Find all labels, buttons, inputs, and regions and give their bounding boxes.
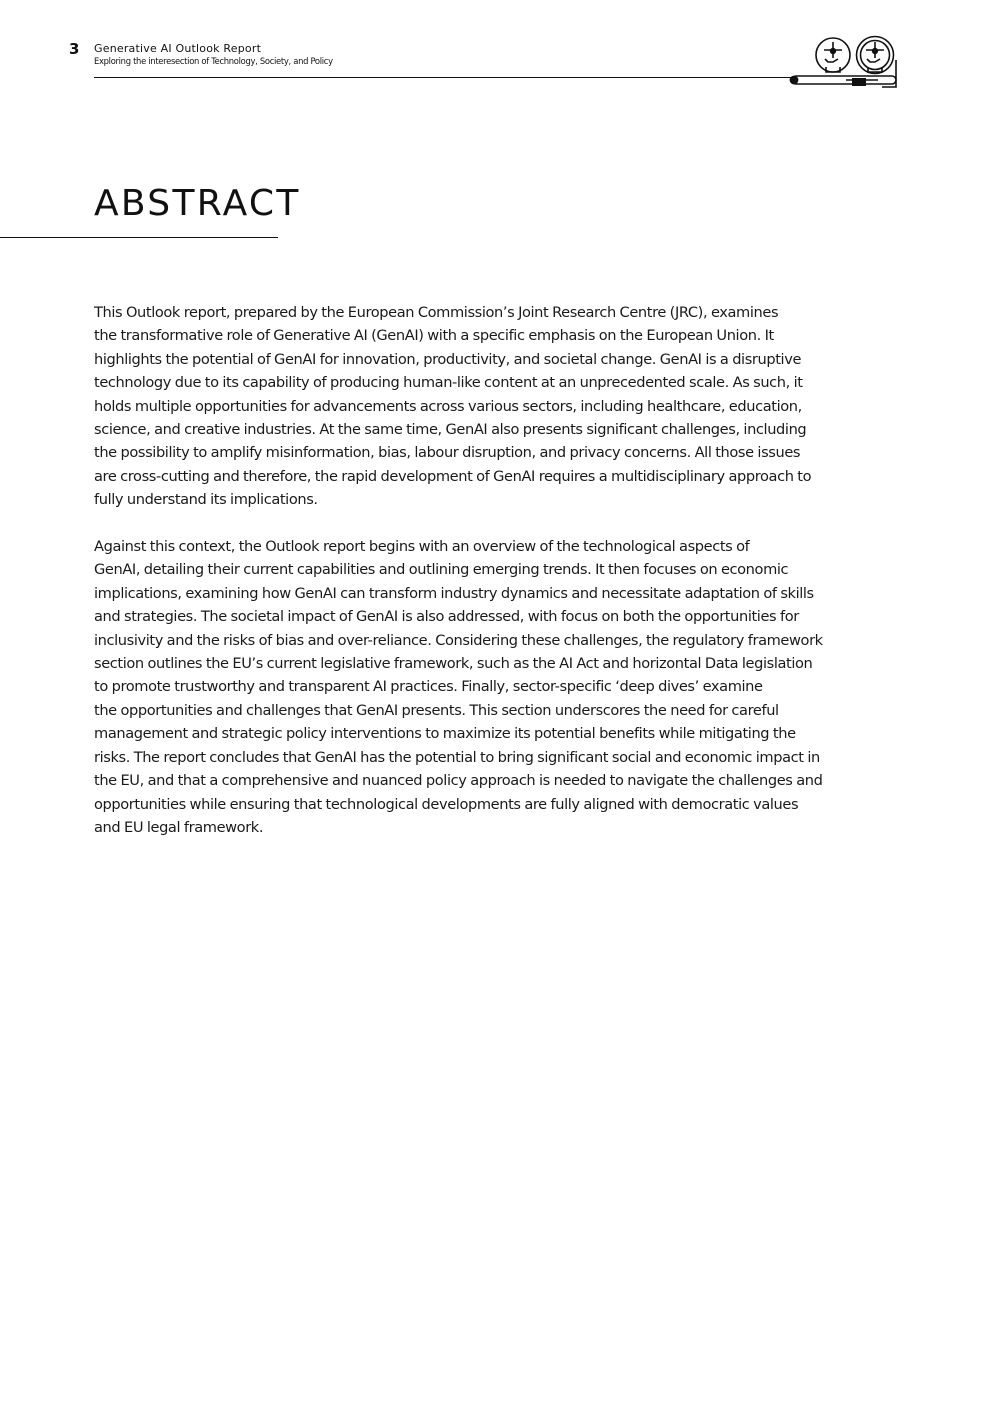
paragraph-line: GenAI, detailing their current capabilities and outlining emerging trends. It then focuses on economic: [94, 561, 789, 579]
paragraph-line: Against this context, the Outlook report begins with an overview of the technological aspects of: [94, 538, 750, 556]
paragraph-line: the transformative role of Generative AI (GenAI) with a specific emphasis on the European Union. It: [94, 327, 774, 345]
abstract-paragraph-2: [94, 535, 904, 839]
paragraph-line: section outlines the EU’s current legislative framework, such as the AI Act and horizontal Data legislation: [94, 655, 813, 673]
paragraph-line: to promote trustworthy and transparent AI practices. Finally, sector-specific ‘deep dives’ examine: [94, 678, 763, 696]
paragraph-line: implications, examining how GenAI can transform industry dynamics and necessitate adaptation of skills: [94, 584, 814, 602]
paragraph-line: inclusivity and the risks of bias and over-reliance. Considering these challenges, the regulatory framework: [94, 631, 823, 649]
paragraph-line: fully understand its implications.: [94, 491, 318, 509]
paragraph-line: technology due to its capability of producing human-like content at an unprecedented scale. As such, it: [94, 374, 803, 392]
section-title: ABSTRACT: [94, 183, 301, 224]
paragraph-line: science, and creative industries. At the same time, GenAI also presents significant challenges, including: [94, 421, 807, 439]
paragraph-line: the possibility to amplify misinformation, bias, labour disruption, and privacy concerns. All those issues: [94, 444, 801, 462]
paragraph-line: management and strategic policy interventions to maximize its potential benefits while mitigating the: [94, 725, 796, 743]
report-subtitle: Exploring the interesection of Technology, Society, and Policy: [94, 56, 333, 66]
paragraph-line: the opportunities and challenges that GenAI presents. This section underscores the need for careful: [94, 701, 779, 719]
paragraph-line: the EU, and that a comprehensive and nuanced policy approach is needed to navigate the challenges and: [94, 772, 823, 790]
page-number: 3: [69, 40, 80, 58]
abstract-body: [94, 301, 904, 863]
title-underline: [0, 237, 278, 238]
paragraph-line: opportunities while ensuring that technological developments are fully aligned with democratic values: [94, 795, 799, 813]
robot-heads-icon: [786, 34, 902, 90]
paragraph-line: highlights the potential of GenAI for innovation, productivity, and societal change. GenAI is a disruptive: [94, 350, 802, 368]
paragraph-line: and strategies. The societal impact of GenAI is also addressed, with focus on both the opportunities for: [94, 608, 799, 626]
paragraph-line: holds multiple opportunities for advancements across various sectors, including healthcare, education,: [94, 397, 802, 415]
paragraph-line: risks. The report concludes that GenAI has the potential to bring significant social and economic impact in: [94, 748, 820, 766]
paragraph-line: are cross-cutting and therefore, the rapid development of GenAI requires a multidisciplinary approach to: [94, 467, 812, 485]
header-divider: [94, 77, 794, 78]
paragraph-line: This Outlook report, prepared by the European Commission’s Joint Research Centre (JRC), examines: [94, 304, 779, 321]
paragraph-line: and EU legal framework.: [94, 818, 264, 836]
report-title: Generative AI Outlook Report: [94, 42, 262, 55]
abstract-paragraph-1: [94, 301, 904, 512]
